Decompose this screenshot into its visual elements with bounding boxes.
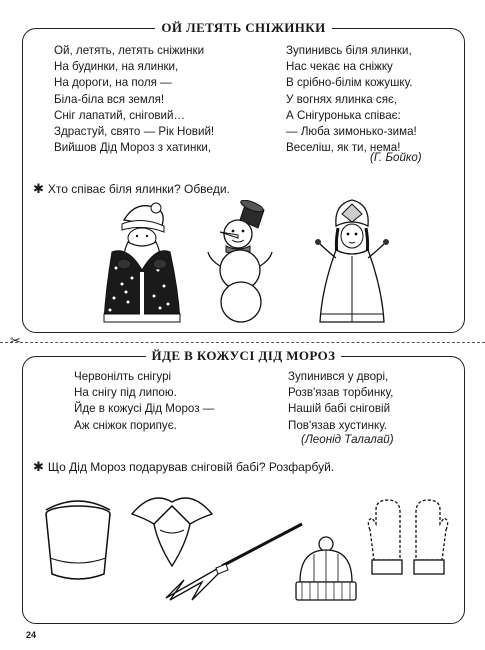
poem-line: Пов'язав хустинку. (288, 418, 388, 432)
mittens-icon[interactable] (362, 498, 454, 580)
poem-1-left-stanza (54, 43, 214, 156)
bucket-icon[interactable] (38, 496, 118, 584)
poem-1-author: (Г. Бойко) (370, 151, 422, 164)
task-1 (33, 181, 230, 197)
poem-line: На будинки, на ялинки, (54, 60, 179, 74)
poem-line: Здрастуй, свято — Рік Новий! (54, 125, 215, 139)
poem-2-left-stanza (74, 369, 214, 434)
poem-line: Сніг лапатий, сніговий… (54, 108, 186, 122)
poem-title-2: ЙДЕ В КОЖУСІ ДІД МОРОЗ (23, 347, 464, 365)
poem-line: А Снігуронька співає: (286, 108, 401, 122)
task-star-icon: ✱ (33, 181, 44, 196)
poem-line: — Люба зимонько-зима! (286, 125, 417, 139)
poem-line: Ой, летять, летять сніжинки (54, 44, 205, 57)
poem-line: Біла-біла вся земля! (54, 92, 165, 106)
snowman-icon[interactable] (206, 200, 276, 324)
poem-1-right-stanza (286, 43, 417, 156)
poem-2-right-stanza (288, 369, 393, 434)
knit-hat-icon[interactable] (292, 536, 360, 604)
broom-icon[interactable] (162, 520, 312, 602)
poem-line: Аж сніжок порипує. (74, 418, 177, 432)
cut-line (0, 342, 485, 343)
poem-line: Йде в кожусі Дід Мороз — (74, 402, 215, 416)
poem-line: На дороги, на поля — (54, 76, 172, 90)
poem-line: В срібно-білім кожушку. (286, 76, 413, 90)
page-number: 24 (26, 630, 37, 640)
poem-line: Розв'язав торбинку, (288, 386, 394, 400)
poem-line: На снігу під липою. (74, 386, 177, 400)
task-star-icon: ✱ (33, 459, 44, 474)
snow-maiden-icon[interactable] (314, 198, 390, 326)
poem-title-1: ОЙ ЛЕТЯТЬ СНІЖИНКИ (23, 19, 464, 37)
poem-line: Веселіш, як ти, нема! (286, 141, 401, 155)
poem-line: Зупинивсь біля ялинки, (286, 44, 412, 57)
scissors-icon: ✂ (10, 333, 21, 348)
poem-line: Зупинився у дворі, (288, 370, 389, 383)
poem-2-author: (Леонід Талалай) (301, 433, 394, 446)
poem-line: У вогнях ялинка сяє, (286, 92, 398, 106)
poem-line: Нас чекає на сніжку (286, 60, 393, 74)
santa-claus-icon[interactable] (98, 198, 182, 326)
poem-line: Вийшов Дід Мороз з хатинки, (54, 141, 212, 155)
poem-line: Нашій бабі сніговій (288, 402, 391, 416)
task-2 (33, 459, 334, 475)
task-1-text: Хто співає біля ялинки? Обведи. (47, 182, 230, 196)
task-2-text: Що Дід Мороз подарував сніговій бабі? Розфарбуй. (47, 460, 335, 474)
poem-line: Червонілть снігурі (74, 370, 172, 383)
